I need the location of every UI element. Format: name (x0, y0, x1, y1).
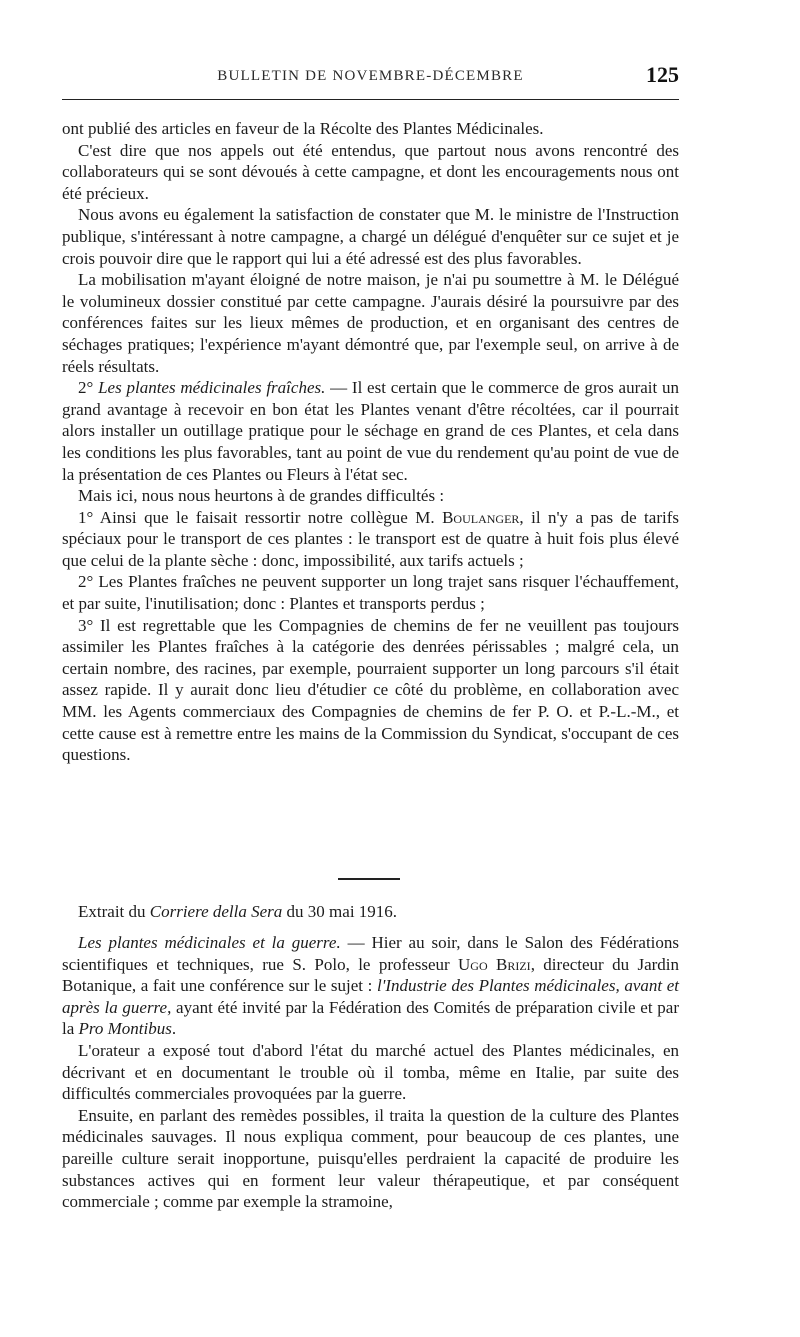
article-section-2 (62, 901, 679, 1213)
paragraph-text: 1° Ainsi que le faisait ressortir notre collègue M. (78, 507, 443, 527)
source-line (62, 901, 679, 923)
paragraph-text: — Hier au soir, dans le Salon des Fédérations scientifiques et techniques, rue S. Polo, le professeur (62, 933, 680, 974)
article-section-1 (62, 118, 679, 766)
header-rule (62, 99, 679, 100)
page-number: 125 (646, 62, 679, 87)
person-name: Boulanger (442, 507, 520, 527)
paragraph-text: , ayant été invité par la Fédération des Comités de préparation civile et par la (62, 997, 679, 1039)
paragraph: C'est dire que nos appels out été entendus, que partout nous avons rencontré des collaborateurs qui se sont dévoués à cette campagne, et dont les encouragements nous ont été précieux. (62, 140, 679, 203)
paragraph-text: . (171, 1019, 177, 1039)
organization-name: Pro Montibus (78, 1019, 172, 1039)
running-head: BULLETIN DE NOVEMBRE-DÉCEMBRE (217, 68, 524, 84)
document-page (62, 0, 679, 1337)
paragraph-number: 2° (78, 378, 94, 398)
publication-name: Corriere della Sera (149, 902, 283, 921)
person-name: Ugo Brizi (458, 954, 531, 974)
subheading: Les plantes médicinales fraîches. (98, 378, 326, 398)
paragraph: ont publié des articles en faveur de la Récolte des Plantes Médicinales. (62, 119, 544, 138)
source-text: Extrait du (78, 902, 150, 921)
paragraph: Ensuite, en parlant des remèdes possibles, il traita la question de la culture des Plantes médicinales sauvages. Il nous expliqua comment, pour beaucoup de ces plantes, une pareille culture serait inopportune, puisqu'elles perdraient la capacité de produire les substances actives qui en forment leur valeur thérapeutique, et par conséquent commerciale ; comme par exemple la stramoine, (62, 1105, 679, 1212)
paragraph-text: — Il est certain que le commerce de gros aurait un grand avantage à recevoir en bon état les Plantes venant d'être récoltées, car il pourrait alors installer un outillage pratique pour le séchage en grand de ces Plantes, et cela dans les conditions les plus favorables, tant au point de vue du rendement qu'au point de vue de la présentation de ces Plantes ou Fleurs à l'état sec. (62, 378, 679, 484)
subheading: Les plantes médicinales et la guerre. (78, 933, 341, 952)
paragraph (62, 507, 679, 572)
paragraph-text: , directeur du Jardin Botanique, a fait une conférence sur le sujet : (62, 954, 680, 996)
paragraph (62, 932, 679, 1040)
paragraph: L'orateur a exposé tout d'abord l'état du marché actuel des Plantes médicinales, en décrivant et en documentant le trouble où il tomba, même en Italie, par suite des difficultés commerciales provoquées par la guerre. (62, 1040, 679, 1104)
page-header (62, 60, 679, 92)
paragraph: 3° Il est regrettable que les Compagnies de chemins de fer ne veuillent pas toujours assimiler les Plantes fraîches à la catégorie des denrées périssables ; malgré cela, un certain nombre, des racines, par exemple, pourraient supporter un long parcours s'il était assez rapide. Il y aurait donc lieu d'étudier ce côté du problème, en collaboration avec MM. les Agents commerciaux des Compagnies de chemins de fer P. O. et P.-L.-M., et cette cause est à remettre entre les mains de la Commission du Syndicat, s'occupant de ces questions. (62, 615, 679, 765)
paragraph: Nous avons eu également la satisfaction de constater que M. le ministre de l'Instruction publique, s'intéressant à notre campagne, a chargé un délégué d'enquêter sur ce sujet et je crois pouvoir dire que le rapport qui lui a été adressé est des plus favorables. (62, 205, 679, 268)
paragraph: Mais ici, nous nous heurtons à de grandes difficultés : (78, 486, 445, 506)
conference-title: l'Industrie des Plantes médicinales, avant et après la guerre (62, 976, 679, 1017)
paragraph-text: , il n'y a pas de tarifs spéciaux pour le transport de ces plantes : le transport est de quatre à huit fois plus élevé que celui de la plante sèche : donc, impossibilité, aux tarifs actuels ; (62, 507, 679, 570)
section-divider (338, 878, 400, 880)
source-date: du 30 mai 1916. (282, 902, 398, 921)
paragraph: 2° Les Plantes fraîches ne peuvent supporter un long trajet sans risquer l'échauffement, et par suite, l'inutilisation; donc : Plantes et transports perdus ; (62, 572, 679, 614)
paragraph: La mobilisation m'ayant éloigné de notre maison, je n'ai pu soumettre à M. le Délégué le volumineux dossier constitué par cette campagne. J'aurais désiré la poursuivre par des conférences faites sur les lieux mêmes de production, et en organisant des centres de séchages pratiques; l'expérience m'ayant démontré que, par l'exemple seul, on arrive à de réels résultats. (62, 270, 679, 376)
paragraph (62, 377, 679, 485)
